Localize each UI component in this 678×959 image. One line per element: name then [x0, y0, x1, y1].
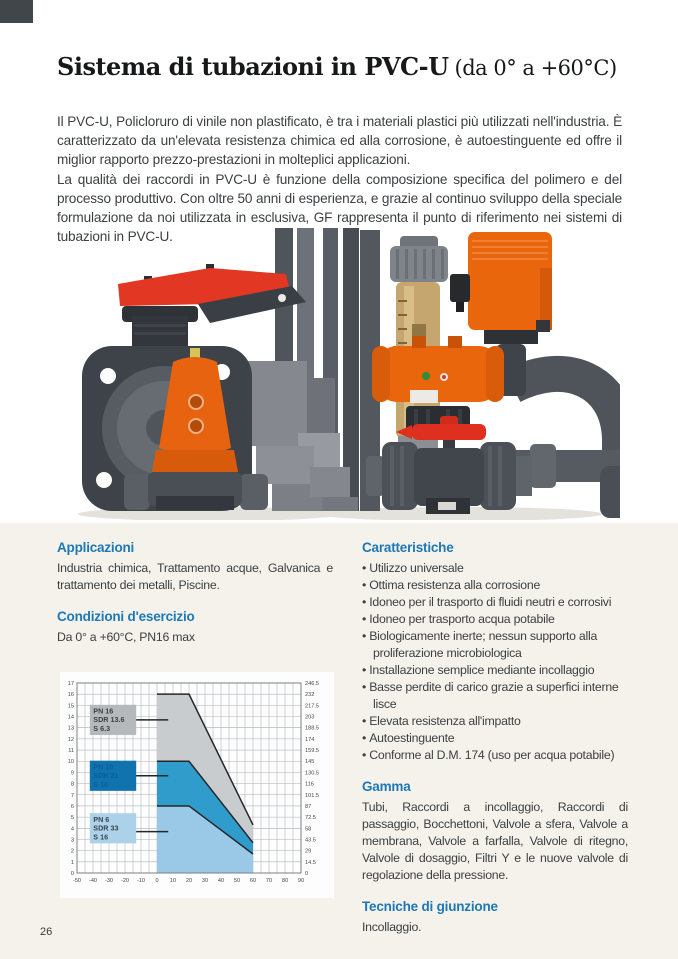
- svg-text:5: 5: [70, 815, 74, 822]
- page-corner-mark: [0, 0, 33, 23]
- right-column: [362, 539, 628, 950]
- svg-text:3: 3: [70, 837, 74, 844]
- feature-item: • Installazione semplice mediante incollaggio: [362, 662, 628, 679]
- range-block: [362, 778, 628, 884]
- svg-text:29: 29: [305, 848, 312, 855]
- svg-text:SDR 21: SDR 21: [93, 771, 119, 781]
- svg-text:203: 203: [305, 714, 315, 721]
- intro-paragraph: Il PVC-U, Policloruro di vinile non plastificato, è tra i materiali plastici più utilizzati nell'industria. È caratterizzato da un'elevata resistenza chimica ed alla corrosione, è autoestinguente ed offre il miglior rapporto prezzo-prestazioni in molteplici applicazioni.: [57, 114, 622, 168]
- svg-text:-20: -20: [120, 878, 130, 884]
- svg-text:6: 6: [70, 803, 74, 810]
- svg-text:40: 40: [217, 878, 225, 884]
- left-column: [57, 539, 333, 660]
- chart-svg: [60, 672, 334, 898]
- svg-text:16: 16: [67, 692, 74, 699]
- page-title-text: Sistema di tubazioni in PVC-U: [57, 52, 449, 81]
- svg-text:87: 87: [305, 803, 312, 810]
- svg-text:130.5: 130.5: [305, 770, 319, 777]
- feature-item: • Biologicamente inerte; nessun supporto alla proliferazione microbiologica: [362, 628, 628, 662]
- svg-text:13: 13: [67, 725, 74, 732]
- svg-text:101.5: 101.5: [305, 792, 319, 799]
- svg-text:72.5: 72.5: [305, 815, 316, 822]
- intro-paragraph: La qualità dei raccordi in PVC-U è funzione della composizione specifica del polimero e del processo produttivo. Con oltre 50 anni di esperienza, e grazie al continuo sviluppo della speciale formulazione da noi utilizzata in esclusiva, GF rappresenta il punto di riferimento nei sistemi di tubazioni in PVC-U.: [57, 171, 622, 245]
- svg-text:50: 50: [233, 878, 241, 884]
- conditions-block: [57, 608, 333, 646]
- joining-text: Incollaggio.: [362, 920, 422, 934]
- range-text: Tubi, Raccordi a incollaggio, Raccordi di passaggio, Bocchettoni, Valvole a sfera, Valvole a membrana, Valvole a farfalla, Valvole di ritegno, Valvole di dosaggio, Filtri Y e le nuove valvole di regolazione della pressione.: [362, 800, 628, 882]
- svg-text:SDR 13.6: SDR 13.6: [93, 715, 125, 725]
- svg-text:1: 1: [70, 859, 74, 866]
- svg-text:217.5: 217.5: [305, 703, 319, 710]
- page-number: 26: [40, 926, 53, 938]
- page-title: [57, 52, 617, 81]
- range-heading: Gamma: [362, 779, 411, 794]
- svg-text:10: 10: [169, 878, 177, 884]
- svg-text:20: 20: [185, 878, 193, 884]
- svg-text:S 16: S 16: [93, 832, 109, 842]
- svg-text:80: 80: [281, 878, 289, 884]
- svg-text:174: 174: [305, 736, 315, 743]
- svg-text:SDR 33: SDR 33: [93, 823, 119, 833]
- feature-item: • Utilizzo universale: [362, 560, 628, 577]
- svg-text:58: 58: [305, 826, 312, 833]
- svg-text:14.5: 14.5: [305, 859, 316, 866]
- svg-text:188.5: 188.5: [305, 725, 319, 732]
- svg-text:12: 12: [67, 736, 74, 743]
- svg-text:4: 4: [70, 826, 74, 833]
- joining-heading: Tecniche di giunzione: [362, 899, 498, 914]
- applications-heading: Applicazioni: [57, 540, 135, 555]
- svg-text:7: 7: [70, 792, 74, 799]
- svg-text:PN 10: PN 10: [93, 762, 114, 772]
- page-title-suffix: (da 0° a +60°C): [454, 56, 617, 80]
- pneumatic-actuator: [372, 336, 504, 436]
- product-photo-illustration: [60, 228, 620, 520]
- svg-text:2: 2: [70, 848, 74, 855]
- svg-text:11: 11: [68, 748, 74, 755]
- svg-text:43.5: 43.5: [305, 837, 316, 844]
- svg-text:30: 30: [201, 878, 209, 884]
- svg-text:17: 17: [67, 681, 74, 687]
- features-heading: Caratteristiche: [362, 540, 454, 555]
- feature-item: • Autoestinguente: [362, 730, 628, 747]
- svg-text:0: 0: [155, 878, 159, 884]
- svg-text:-10: -10: [136, 878, 146, 884]
- pipe-bend: [508, 374, 620, 518]
- feature-item: • Idoneo per trasporto acqua potabile: [362, 611, 628, 628]
- svg-text:159.5: 159.5: [305, 748, 319, 755]
- feature-item: • Elevata resistenza all'impatto: [362, 713, 628, 730]
- features-block: [362, 539, 628, 764]
- svg-text:70: 70: [265, 878, 273, 884]
- svg-text:0: 0: [70, 871, 74, 877]
- svg-text:232: 232: [305, 692, 315, 699]
- svg-text:246.5: 246.5: [305, 681, 319, 687]
- applications-block: [57, 539, 333, 594]
- svg-text:60: 60: [249, 878, 257, 884]
- joining-block: [362, 898, 628, 936]
- feature-item: • Conforme al D.M. 174 (uso per acqua potabile): [362, 747, 628, 764]
- pressure-temperature-chart: [60, 672, 334, 898]
- conditions-heading: Condizioni d'esercizio: [57, 609, 195, 624]
- applications-text: Industria chimica, Trattamento acque, Galvanica e trattamento dei metalli, Piscine.: [57, 561, 333, 592]
- svg-text:116: 116: [305, 781, 314, 788]
- features-list: [362, 560, 628, 764]
- svg-text:14: 14: [67, 714, 74, 721]
- svg-text:PN 16: PN 16: [93, 706, 114, 716]
- svg-text:-30: -30: [104, 878, 114, 884]
- feature-item: • Basse perdite di carico grazie a superfici interne lisce: [362, 679, 628, 713]
- svg-text:10: 10: [67, 759, 74, 766]
- product-photo: [60, 228, 620, 520]
- svg-text:S 6.3: S 6.3: [93, 723, 111, 733]
- ball-valve: [366, 416, 532, 514]
- conditions-text: Da 0° a +60°C, PN16 max: [57, 630, 195, 644]
- intro-text: [57, 112, 622, 246]
- svg-text:15: 15: [67, 703, 74, 710]
- svg-text:9: 9: [70, 770, 74, 777]
- svg-text:-40: -40: [88, 878, 98, 884]
- svg-text:-50: -50: [72, 878, 82, 884]
- svg-text:145: 145: [305, 759, 315, 766]
- feature-item: • Idoneo per il trasporto di fluidi neutri e corrosivi: [362, 594, 628, 611]
- svg-text:8: 8: [70, 781, 74, 788]
- svg-text:S 10: S 10: [93, 779, 109, 789]
- svg-text:0: 0: [305, 871, 309, 877]
- feature-item: • Ottima resistenza alla corrosione: [362, 577, 628, 594]
- svg-text:90: 90: [297, 878, 305, 884]
- svg-text:PN 6: PN 6: [93, 814, 110, 824]
